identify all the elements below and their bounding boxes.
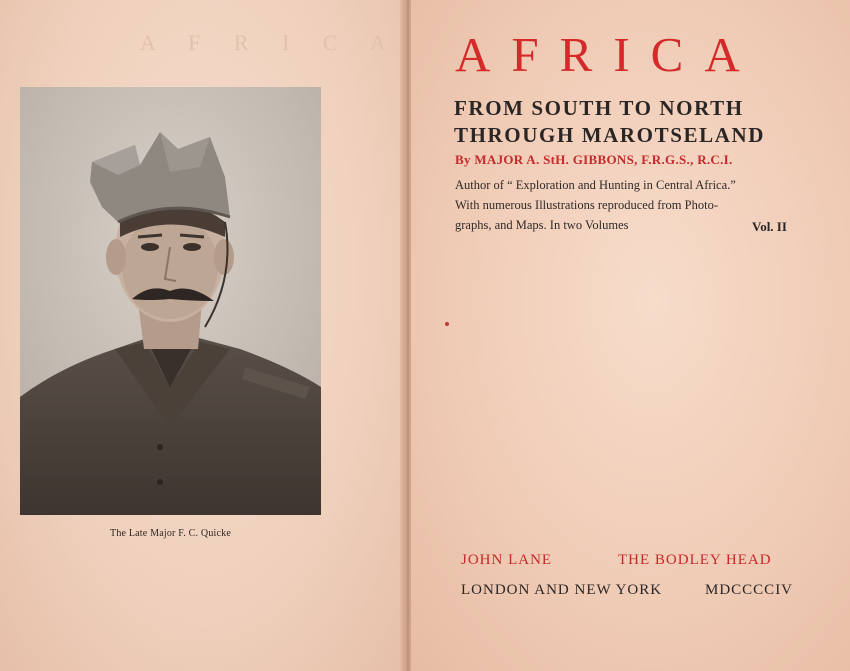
- publication-place: LONDON AND NEW YORK: [461, 582, 663, 598]
- portrait-illustration: [20, 87, 321, 515]
- publisher-john-lane: JOHN LANE: [461, 552, 553, 568]
- book-title: AFRICA: [455, 27, 761, 82]
- publisher-bodley-head: THE BODLEY HEAD: [618, 552, 772, 568]
- blurb-line-1: Author of “ Exploration and Hunting in Central Africa.”: [455, 178, 736, 192]
- subtitle-line-2: THROUGH MAROTSELAND: [454, 123, 766, 147]
- subtitle-line-1: FROM SOUTH TO NORTH: [454, 96, 744, 120]
- blurb-line-2: With numerous Illustrations reproduced from Photo-: [455, 198, 718, 212]
- author-line: By MAJOR A. StH. GIBBONS, F.R.G.S., R.C.I.: [455, 152, 733, 167]
- volume-label: Vol. II: [752, 219, 787, 234]
- faint-bleed-through: A F R I C A: [140, 30, 400, 55]
- publication-year: MDCCCCIV: [705, 582, 794, 598]
- photo-caption: The Late Major F. C. Quicke: [110, 528, 231, 539]
- ink-speck: [445, 322, 449, 326]
- portrait-photo: [20, 87, 321, 515]
- blurb-line-3: graphs, and Maps. In two Volumes: [455, 218, 629, 232]
- left-page: [0, 0, 405, 671]
